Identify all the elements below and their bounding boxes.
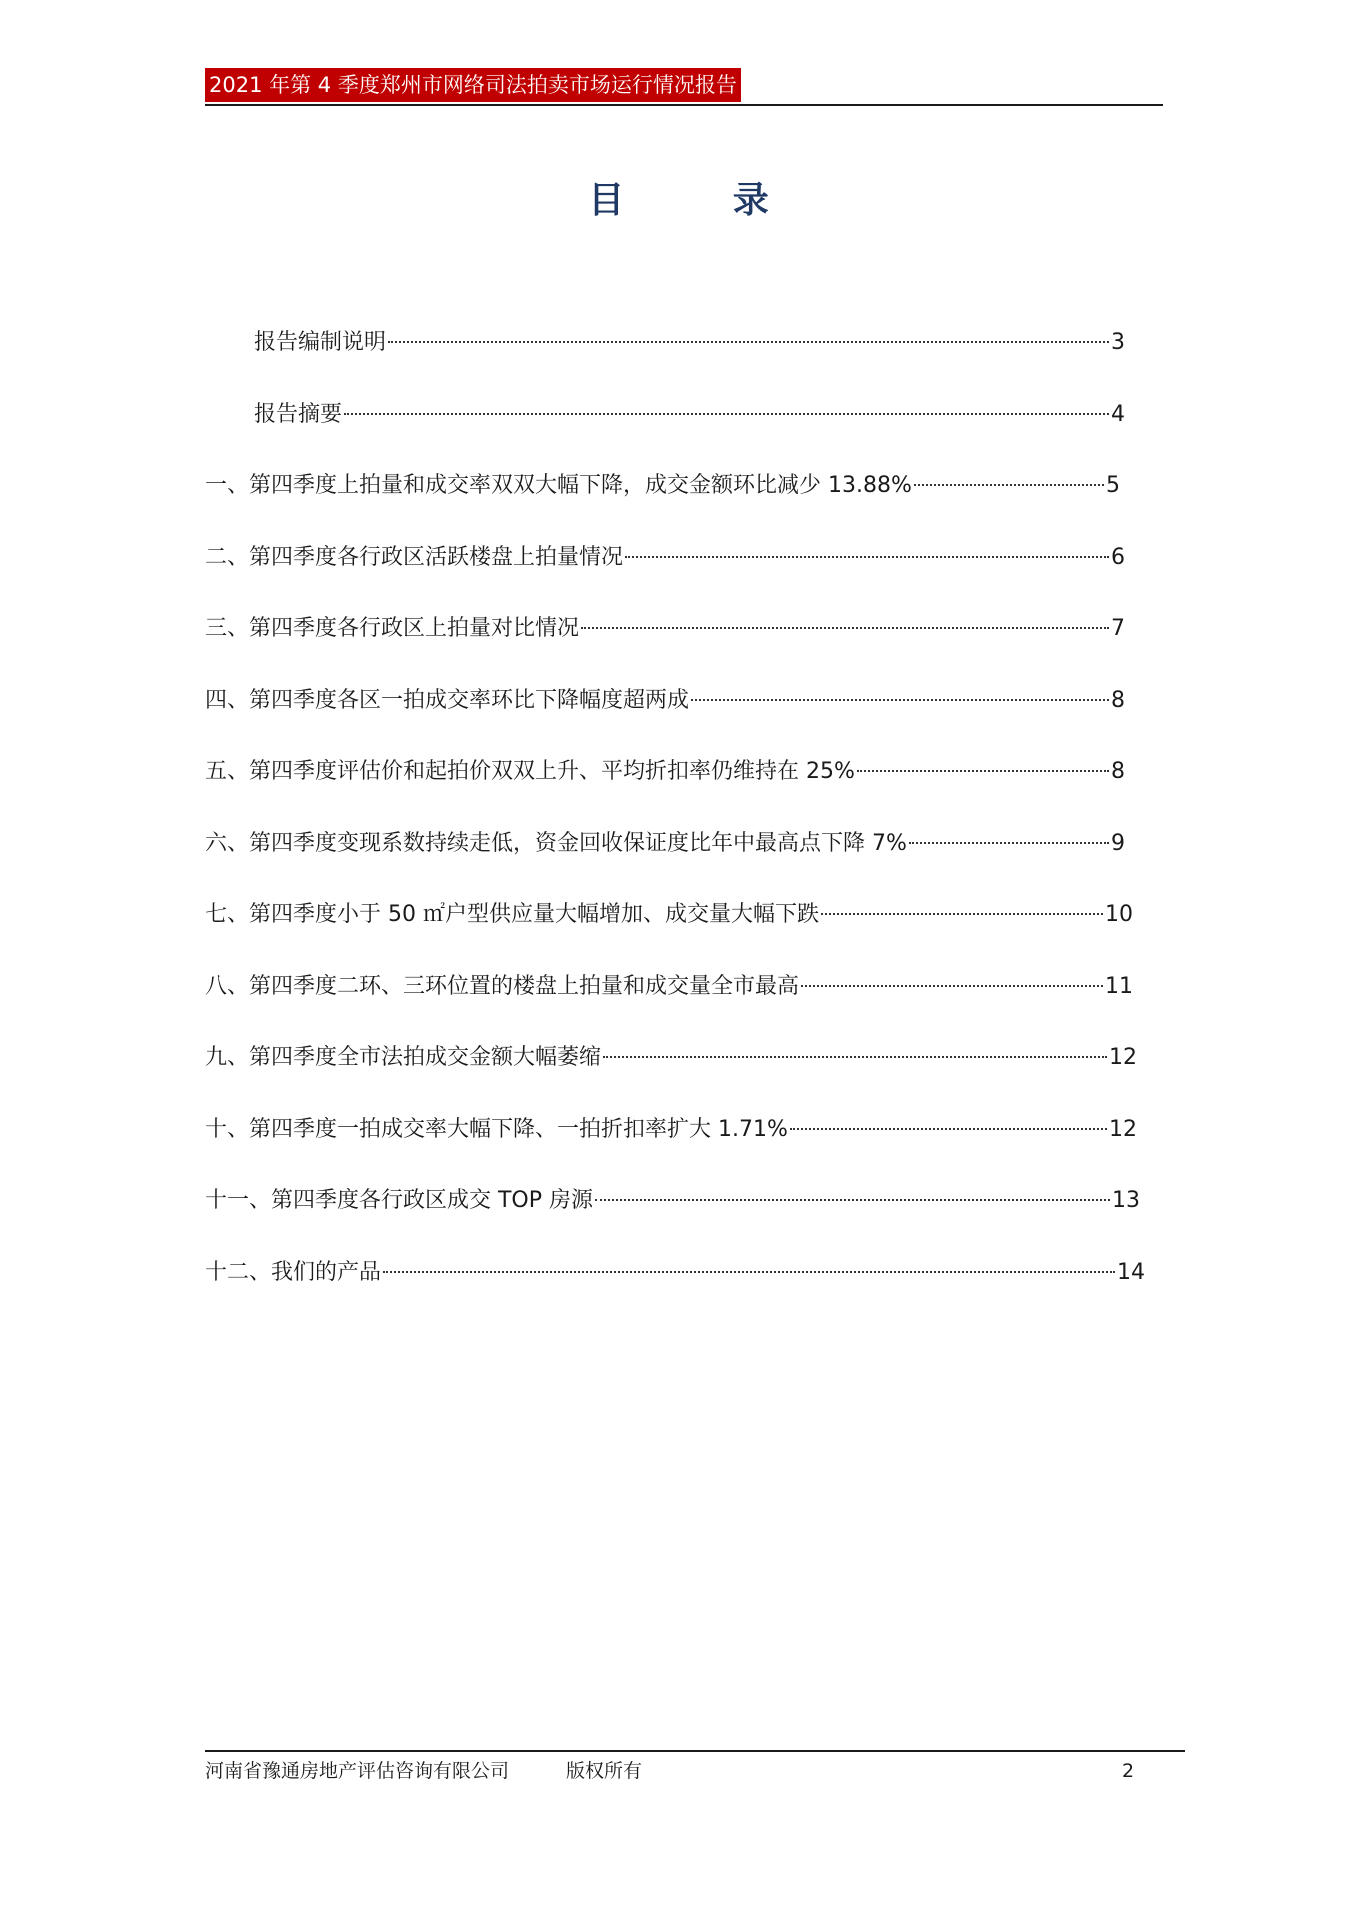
toc-entry-label: 五、第四季度评估价和起拍价双双上升、平均折扣率仍维持在 25%: [205, 759, 855, 784]
toc-dot-leader: [909, 842, 1109, 844]
toc-entry-report-notes[interactable]: [254, 326, 1125, 360]
toc-entry-page: 8: [1111, 759, 1125, 784]
toc-entry-section-5[interactable]: [205, 755, 1125, 789]
toc-dot-leader: [625, 556, 1109, 558]
toc-entry-label: 四、第四季度各区一拍成交率环比下降幅度超两成: [205, 688, 690, 713]
toc-entry-section-6[interactable]: [205, 827, 1125, 861]
toc-entry-page: 7: [1111, 616, 1125, 641]
toc-dot-leader: [388, 341, 1109, 343]
toc-entry-page: 9: [1111, 831, 1125, 856]
toc-entry-label: 一、第四季度上拍量和成交率双双大幅下降，成交金额环比减少 13.88%: [205, 473, 912, 498]
footer-copyright: 版权所有: [566, 1760, 643, 1782]
toc-entry-section-4[interactable]: [205, 684, 1125, 718]
toc-entry-label: 六、第四季度变现系数持续走低，资金回收保证度比年中最高点下降 7%: [205, 831, 907, 856]
toc-entry-section-9[interactable]: [205, 1041, 1137, 1075]
toc-entry-page: 13: [1112, 1188, 1140, 1213]
toc-entry-report-summary[interactable]: [254, 398, 1125, 432]
toc-entry-label: 三、第四季度各行政区上拍量对比情况: [205, 616, 580, 641]
toc-dot-leader: [914, 484, 1104, 486]
footer-divider: [205, 1750, 1185, 1752]
toc-entry-label: 十二、我们的产品: [205, 1260, 382, 1285]
toc-entry-section-11[interactable]: [205, 1184, 1140, 1218]
toc-dot-leader: [857, 770, 1109, 772]
toc-entry-page: 14: [1117, 1260, 1145, 1285]
toc-dot-leader: [801, 985, 1103, 987]
toc-entry-label: 九、第四季度全市法拍成交金额大幅萎缩: [205, 1045, 602, 1070]
toc-entry-page: 5: [1106, 473, 1120, 498]
toc-entry-page: 10: [1105, 902, 1133, 927]
toc-dot-leader: [691, 699, 1109, 701]
toc-entry-section-2[interactable]: [205, 541, 1125, 575]
toc-entry-label: 八、第四季度二环、三环位置的楼盘上拍量和成交量全市最高: [205, 974, 800, 999]
toc-entry-section-12[interactable]: [205, 1256, 1145, 1290]
toc-entry-label: 二、第四季度各行政区活跃楼盘上拍量情况: [205, 545, 624, 570]
toc-dot-leader: [344, 413, 1109, 415]
toc-entry-page: 11: [1105, 974, 1133, 999]
toc-entry-section-7[interactable]: [205, 898, 1133, 932]
toc-entry-page: 12: [1109, 1117, 1137, 1142]
toc-entry-section-10[interactable]: [205, 1113, 1137, 1147]
toc-entry-section-8[interactable]: [205, 970, 1133, 1004]
toc-title: 目 录: [588, 180, 817, 221]
footer-page-number: 2: [1122, 1760, 1135, 1782]
toc-dot-leader: [595, 1199, 1110, 1201]
report-header-title: 2021 年第 4 季度郑州市网络司法拍卖市场运行情况报告: [205, 68, 741, 102]
toc-entry-page: 12: [1109, 1045, 1137, 1070]
toc-entry-page: 8: [1111, 688, 1125, 713]
header-divider: [205, 104, 1163, 106]
toc-dot-leader: [821, 913, 1103, 915]
toc-entry-label: 十、第四季度一拍成交率大幅下降、一拍折扣率扩大 1.71%: [205, 1117, 788, 1142]
toc-entry-label: 七、第四季度小于 50 ㎡户型供应量大幅增加、成交量大幅下跌: [205, 902, 819, 927]
footer-company-name: 河南省豫通房地产评估咨询有限公司: [205, 1760, 510, 1782]
toc-entry-page: 4: [1111, 402, 1125, 427]
toc-dot-leader: [581, 627, 1109, 629]
toc-dot-leader: [790, 1128, 1107, 1130]
toc-entry-label: 十一、第四季度各行政区成交 TOP 房源: [205, 1188, 594, 1213]
toc-dot-leader: [383, 1271, 1115, 1273]
toc-entry-label: 报告摘要: [254, 402, 343, 427]
toc-entry-page: 3: [1111, 330, 1125, 355]
toc-entry-section-1[interactable]: [205, 469, 1120, 503]
toc-dot-leader: [603, 1056, 1107, 1058]
toc-entry-page: 6: [1111, 545, 1125, 570]
toc-entry-section-3[interactable]: [205, 612, 1125, 646]
toc-entry-label: 报告编制说明: [254, 330, 387, 355]
